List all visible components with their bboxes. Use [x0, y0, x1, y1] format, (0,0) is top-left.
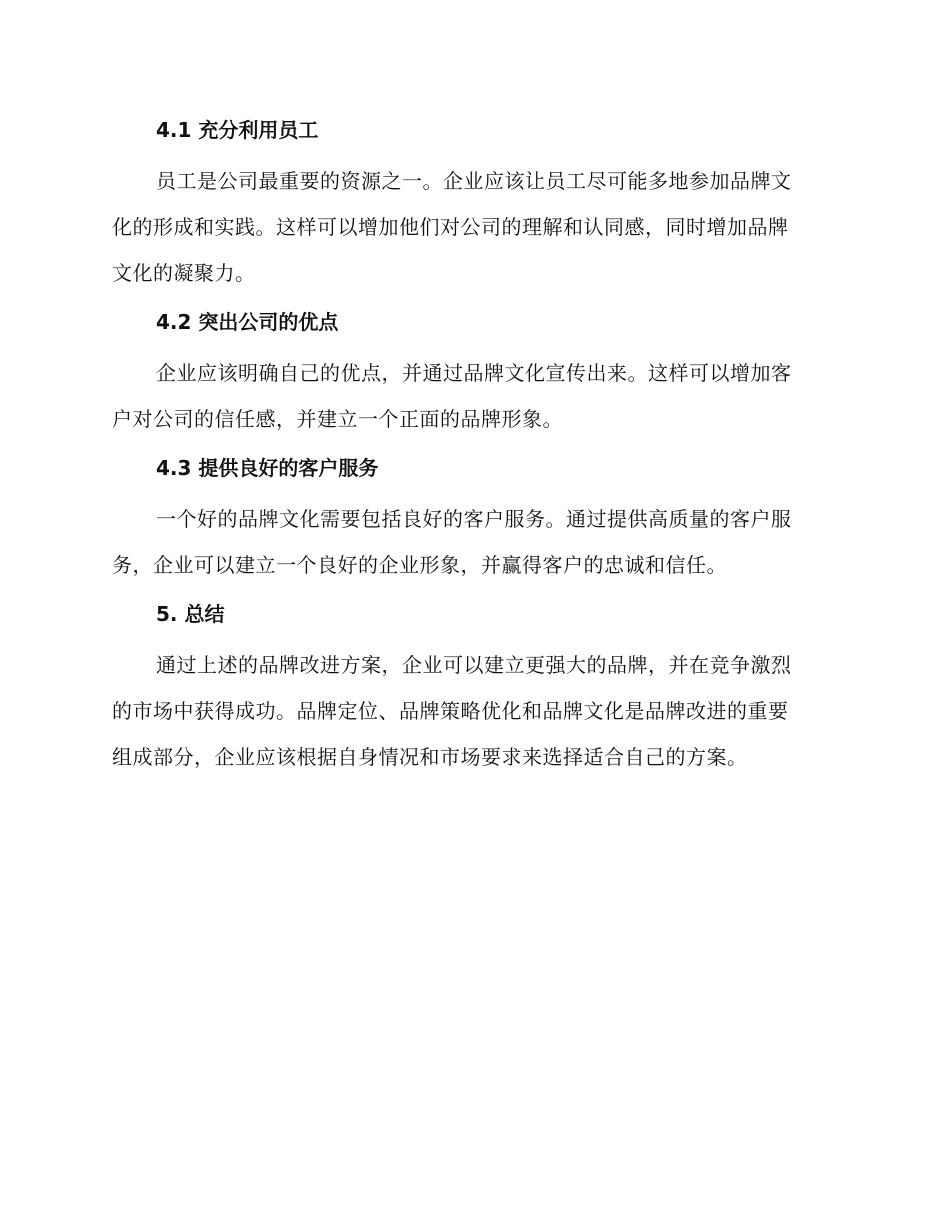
section-paragraph — [112, 350, 830, 442]
section-heading: 4.2 突出公司的优点 — [156, 310, 339, 334]
paragraph-line: 员工是公司最重要的资源之一。企业应该让员工尽可能多地参加品牌文 — [156, 169, 792, 193]
section-paragraph — [112, 496, 830, 588]
section-heading: 4.1 充分利用员工 — [156, 118, 319, 142]
paragraph-line: 的市场中获得成功。品牌定位、品牌策略优化和品牌文化是品牌改进的重要 — [112, 699, 789, 723]
paragraph-line: 一个好的品牌文化需要包括良好的客户服务。通过提供高质量的客户服 — [156, 507, 792, 531]
section-paragraph — [112, 158, 830, 296]
section-paragraph — [112, 642, 830, 780]
paragraph-line: 企业应该明确自己的优点，并通过品牌文化宣传出来。这样可以增加客 — [156, 361, 792, 385]
paragraph-line: 通过上述的品牌改进方案，企业可以建立更强大的品牌，并在竞争激烈 — [156, 653, 792, 677]
paragraph-line: 户对公司的信任感，并建立一个正面的品牌形象。 — [112, 407, 563, 431]
paragraph-line: 文化的凝聚力。 — [112, 261, 256, 285]
section-heading: 4.3 提供良好的客户服务 — [156, 456, 379, 480]
paragraph-line: 组成部分，企业应该根据自身情况和市场要求来选择适合自己的方案。 — [112, 745, 748, 769]
paragraph-line: 务，企业可以建立一个良好的企业形象，并赢得客户的忠诚和信任。 — [112, 553, 727, 577]
paragraph-line: 化的形成和实践。这样可以增加他们对公司的理解和认同感，同时增加品牌 — [112, 215, 789, 239]
section-heading: 5. 总结 — [156, 602, 225, 626]
document-body — [112, 112, 830, 788]
